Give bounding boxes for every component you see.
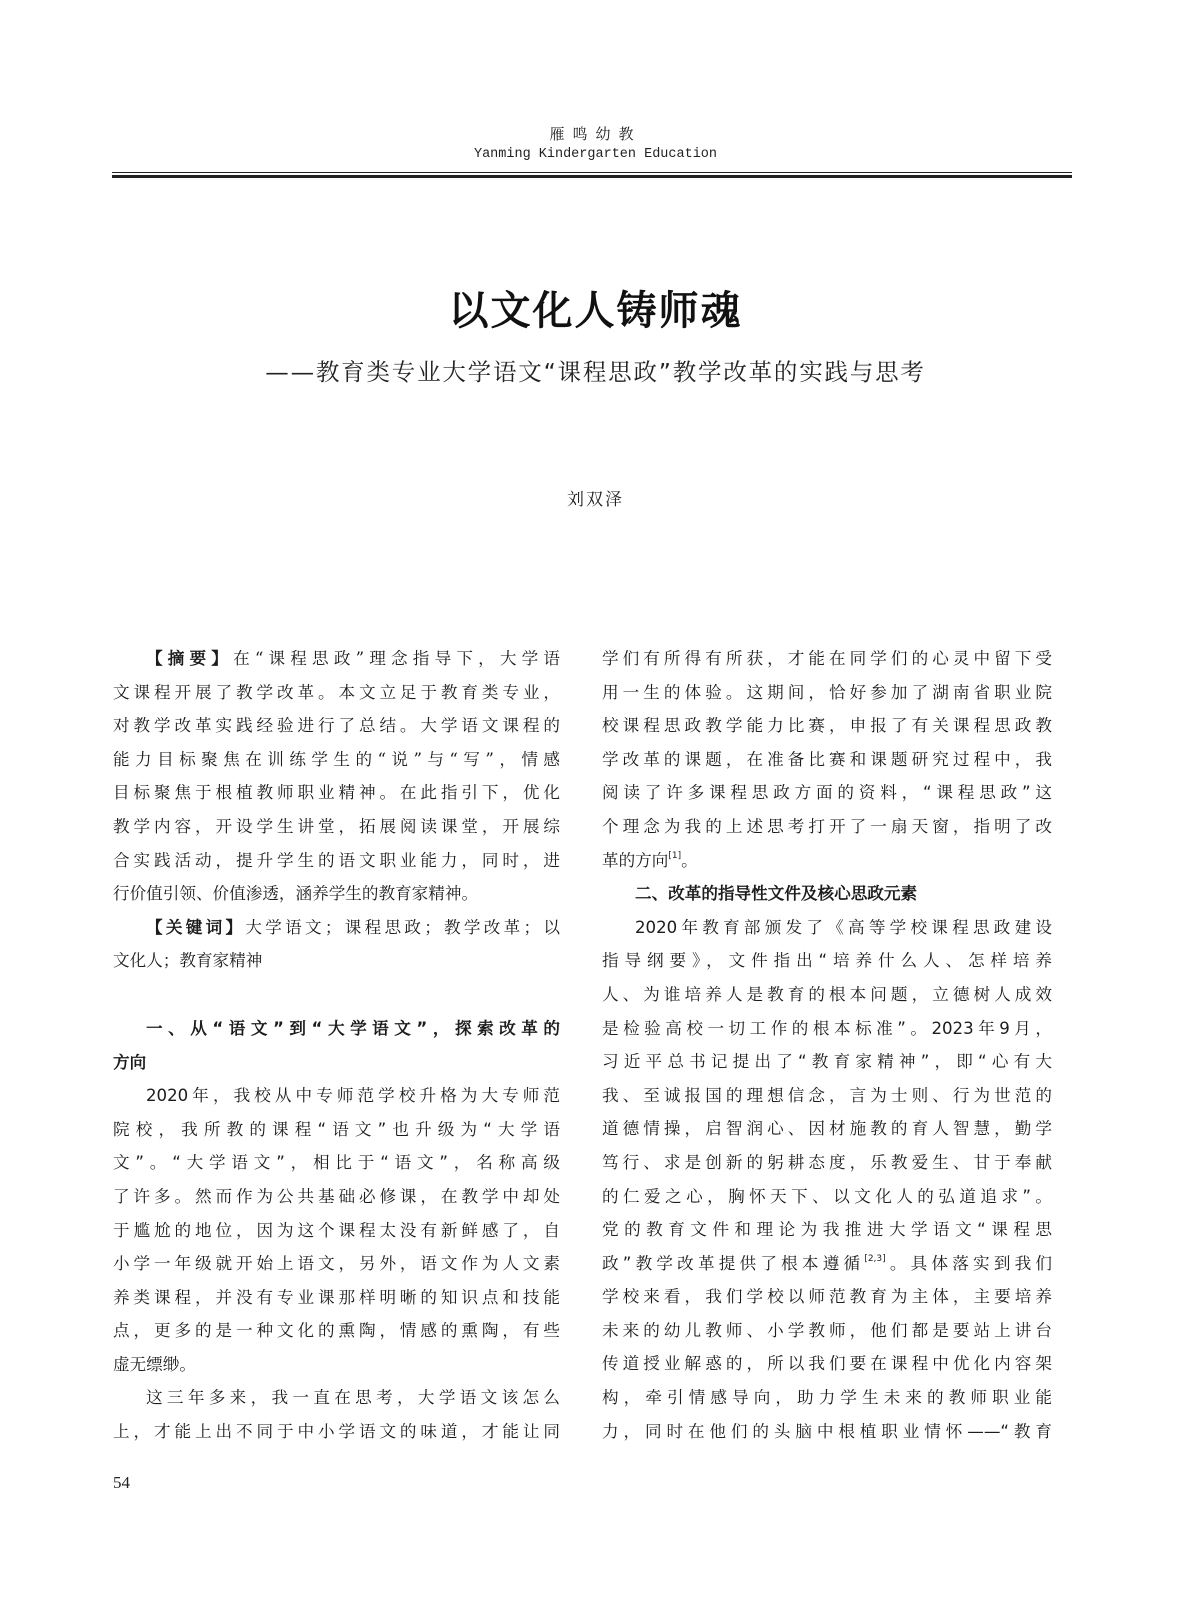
body-line: 小学一年级就开始上语文，另外，语文作为人文素 [113, 1254, 560, 1274]
body-line: 是检验高校一切工作的根本标准”。2023年9月， [602, 1018, 1052, 1038]
spacer [113, 978, 560, 1012]
section-1-heading [113, 1012, 560, 1079]
abstract-line: 【摘要】在“课程思政”理念指导下，大学语 [146, 649, 561, 668]
section-1-paragraph-1 [113, 1079, 560, 1381]
section-2-paragraph [602, 911, 1052, 1449]
header-rule-thick [112, 175, 1072, 178]
citation-ref[interactable]: [1] [668, 850, 682, 861]
body-line: 我、至诚报国的理想信念，言为士则、行为世范的 [602, 1085, 1052, 1105]
abstract-line: 合实践活动，提升学生的语文职业能力，同时，进 [113, 850, 560, 870]
section-heading-line: 一、从“语文”到“大学语文”，探索改革的 [146, 1018, 560, 1038]
body-line: 点，更多的是一种文化的熏陶，情感的熏陶，有些 [113, 1321, 560, 1341]
body-line: 了许多。然而作为公共基础必修课，在教学中却处 [113, 1186, 560, 1206]
keywords-line: 【关键词】大学语文；课程思政；教学改革；以 [146, 917, 561, 937]
abstract [113, 642, 560, 911]
body-line: 院校，我所教的课程“语文”也升级为“大学语 [113, 1119, 560, 1139]
abstract-label: 【摘要】 [146, 649, 234, 668]
body-line: 于尴尬的地位，因为这个课程太没有新鲜感了，自 [113, 1220, 560, 1240]
abstract-line: 对教学改革实践经验进行了总结。大学语文课程的 [113, 716, 560, 736]
abstract-line: 文课程开展了教学改革。本文立足于教育类专业， [113, 682, 560, 702]
section-1-paragraph-2-start [113, 1381, 560, 1448]
body-line: 的仁爱之心，胸怀天下、以文化人的弘道追求”。 [602, 1186, 1052, 1206]
body-line: 指导纲要》，文件指出“培养什么人、怎样培养 [602, 951, 1052, 971]
keywords-line: 文化人；教育家精神 [113, 951, 263, 971]
article-subtitle: ——教育类专业大学语文“课程思政”教学改革的实践与思考 [265, 358, 926, 386]
body-line: 这三年多来，我一直在思考，大学语文该怎么 [146, 1388, 560, 1408]
section-heading-line: 方向 [113, 1052, 147, 1072]
body-line: 习近平总书记提出了“教育家精神”，即“心有大 [602, 1052, 1052, 1072]
section-2-heading: 二、改革的指导性文件及核心思政元素 [635, 884, 918, 904]
body-line: 传道授业解惑的，所以我们要在课程中优化内容架 [602, 1354, 1052, 1374]
right-column [602, 642, 1052, 1448]
body-line: 人、为谁培养人是教育的根本问题，立德树人成效 [602, 984, 1052, 1004]
abstract-line: 目标聚焦于根植教师职业精神。在此指引下，优化 [113, 783, 560, 803]
body-line: 革的方向[1]。 [602, 850, 698, 870]
body-line: 政”教学改革提供了根本遵循[2,3]。具体落实到我们 [602, 1253, 1052, 1273]
journal-name-cn: 雁鸣幼教 [549, 125, 642, 143]
body-line: 个理念为我的上述思考打开了一扇天窗，指明了改 [602, 816, 1052, 836]
body-line: 笃行、求是创新的躬耕态度，乐教爱生、甘于奉献 [602, 1152, 1052, 1172]
body-line: 未来的幼儿教师、小学教师，他们都是要站上讲台 [602, 1320, 1052, 1340]
keywords-label: 【关键词】 [146, 917, 246, 937]
abstract-line: 行价值引领、价值渗透，涵养学生的教育家精神。 [113, 884, 479, 904]
running-head [0, 124, 1191, 164]
body-line: 道德情操，启智润心、因材施教的育人智慧，勤学 [602, 1119, 1052, 1139]
body-line: 上，才能上出不同于中小学语文的味道，才能让同 [113, 1422, 560, 1442]
article-author: 刘双泽 [567, 490, 624, 510]
journal-name-en: Yanming Kindergarten Education [473, 147, 718, 162]
body-line: 党的教育文件和理论为我推进大学语文“课程思 [602, 1220, 1052, 1240]
body-line: 2020年，我校从中专师范学校升格为大专师范 [146, 1086, 560, 1106]
citation-ref[interactable]: [2,3] [864, 1253, 886, 1264]
body-line: 文”。“大学语文”，相比于“语文”，名称高级 [113, 1153, 560, 1173]
body-line: 力，同时在他们的头脑中根植职业情怀——“教育 [602, 1421, 1052, 1441]
body-line: 学校来看，我们学校以师范教育为主体，主要培养 [602, 1287, 1052, 1307]
abstract-line: 教学内容，开设学生讲堂，拓展阅读课堂，开展综 [113, 816, 560, 836]
body-line: 校课程思政教学能力比赛，申报了有关课程思政教 [602, 716, 1052, 736]
abstract-line: 能力目标聚焦在训练学生的“说”与“写”，情感 [113, 749, 560, 769]
body-line: 2020年教育部颁发了《高等学校课程思政建设 [635, 917, 1052, 937]
article-title: 以文化人铸师魂 [448, 287, 743, 334]
body-line: 构，牵引情感导向，助力学生未来的教师职业能 [602, 1388, 1052, 1408]
left-column [113, 642, 560, 1449]
header-rule-thin [112, 172, 1072, 173]
keywords [113, 911, 560, 978]
body-line: 养类课程，并没有专业课那样明晰的知识点和技能 [113, 1287, 560, 1307]
page-number: 54 [113, 1473, 130, 1492]
body-line: 阅读了许多课程思政方面的资料，“课程思政”这 [602, 783, 1052, 803]
body-line: 虚无缥缈。 [113, 1354, 196, 1374]
section-1-paragraph-2-continued [602, 642, 1052, 877]
body-line: 学们有所得有所获，才能在同学们的心灵中留下受 [602, 649, 1052, 668]
body-line: 用一生的体验。这期间，恰好参加了湖南省职业院 [602, 682, 1052, 702]
body-line: 学改革的课题，在准备比赛和课题研究过程中，我 [602, 749, 1052, 769]
